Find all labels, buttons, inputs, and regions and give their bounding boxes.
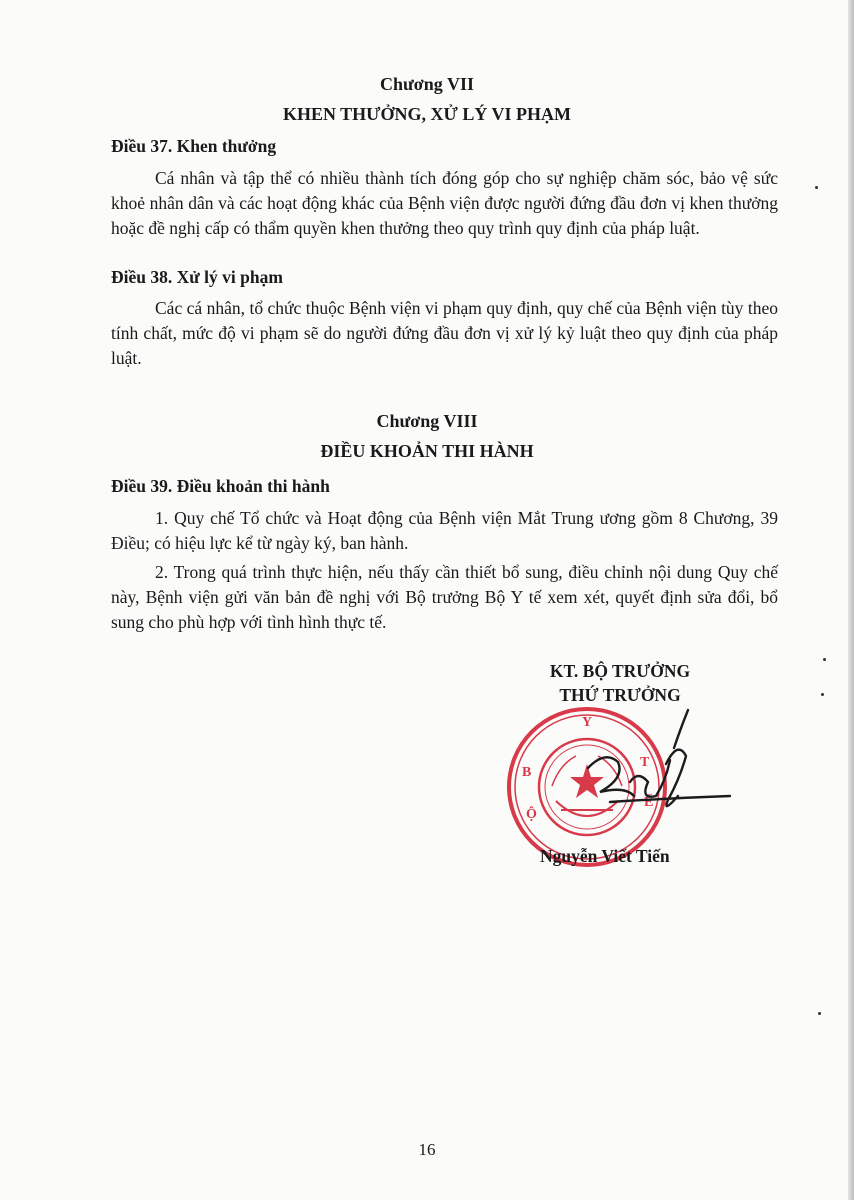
article-39-clause-1: 1. Quy chế Tổ chức và Hoạt động của Bệnh viện Mắt Trung ương gồm 8 Chương, 39 Điều; có hiệu lực kể từ ngày ký, ban hành. bbox=[111, 508, 778, 553]
scan-speck bbox=[818, 1012, 821, 1015]
article-38-title: Điều 38. Xử lý vi phạm bbox=[111, 267, 283, 287]
chapter-8-title: ĐIỀU KHOẢN THI HÀNH bbox=[320, 441, 534, 461]
page-number: 16 bbox=[418, 1140, 436, 1159]
scan-speck bbox=[821, 693, 824, 696]
signature-title-line-1: KT. BỘ TRƯỞNG bbox=[549, 661, 691, 681]
handwritten-signature bbox=[570, 700, 740, 830]
chapter-8-label: Chương VIII bbox=[376, 411, 478, 431]
article-37-title: Điều 37. Khen thưởng bbox=[111, 136, 277, 156]
scan-speck bbox=[823, 658, 826, 661]
signer-name: Nguyễn Viết Tiến bbox=[540, 846, 670, 866]
svg-text:Y: Y bbox=[582, 715, 593, 730]
chapter-7-label: Chương VII bbox=[380, 74, 474, 94]
article-39-title: Điều 39. Điều khoản thi hành bbox=[111, 476, 330, 496]
svg-text:Ế: Ế bbox=[644, 795, 654, 810]
article-37-body: Cá nhân và tập thể có nhiều thành tích đóng góp cho sự nghiệp chăm sóc, bảo vệ sức khoẻ nhân dân và các hoạt động khác của Bệnh viện được người đứng đầu đơn vị khen thưởng hoặc đề nghị cấp có thẩm quyền khen thưởng theo quy trình quy định của pháp luật. bbox=[111, 168, 778, 238]
chapter-7-title: KHEN THƯỞNG, XỬ LÝ VI PHẠM bbox=[282, 104, 571, 124]
svg-text:B: B bbox=[522, 765, 532, 780]
svg-text:T: T bbox=[640, 755, 650, 770]
scan-speck bbox=[815, 186, 818, 189]
svg-text:Ộ: Ộ bbox=[526, 807, 537, 822]
page-edge-shadow bbox=[848, 0, 854, 1200]
signature-title-line-2: THỨ TRƯỞNG bbox=[559, 685, 681, 705]
article-39-clause-2: 2. Trong quá trình thực hiện, nếu thấy cần thiết bổ sung, điều chỉnh nội dung Quy chế này, Bệnh viện gửi văn bản đề nghị với Bộ trưởng Bộ Y tế xem xét, quyết định sửa đổi, bổ sung cho phù hợp với tình hình thực tế. bbox=[111, 562, 778, 632]
article-38-body: Các cá nhân, tổ chức thuộc Bệnh viện vi phạm quy định, quy chế của Bệnh viện tùy theo tính chất, mức độ vi phạm sẽ do người đứng đầu đơn vị xử lý kỷ luật theo quy định của pháp luật. bbox=[111, 298, 778, 368]
